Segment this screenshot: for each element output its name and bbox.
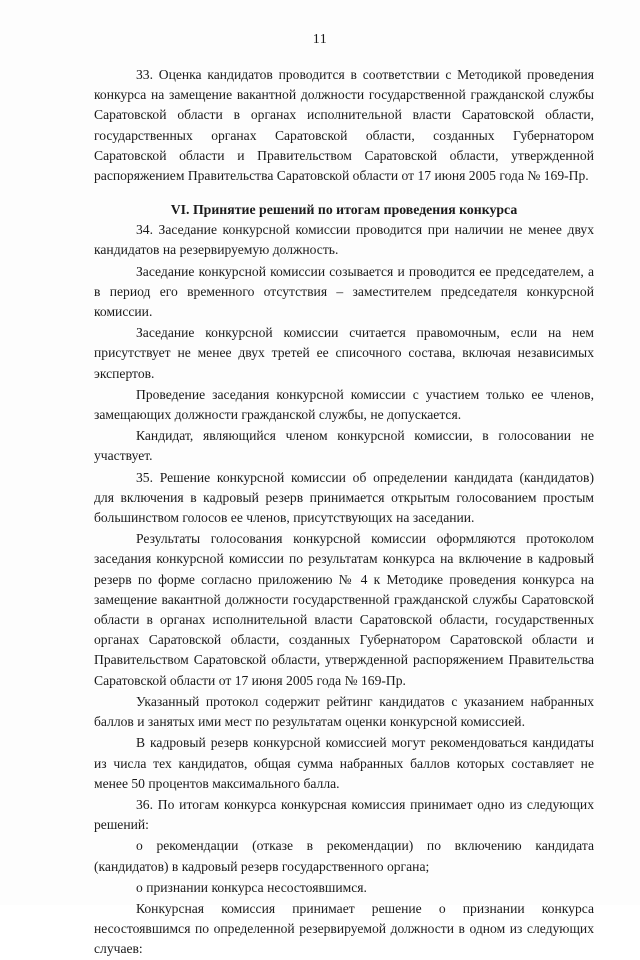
paragraph: Заседание конкурсной комиссии считается правомочным, если на нем присутствует не менее двух третей ее списочного состава, включая независимых экспертов. <box>94 325 594 381</box>
paragraph: Проведение заседания конкурсной комиссии с участием только ее членов, замещающих должности гражданской службы, не допускается. <box>94 386 594 423</box>
paragraph-36: 36. По итогам конкурса конкурсная комиссия принимает одно из следующих решений: <box>94 796 594 833</box>
paragraph-33: 33. Оценка кандидатов проводится в соответствии с Методикой проведения конкурса на замещение вакантной должности государственной гражданской службы Саратовской области в органах исполнительной власти Саратовской области, государственных органах Саратовской области, созданных Губернатором Саратовской области и Правительством Саратовской области, утвержденной распоряжением Правительства Саратовской области от 17 июня 2005 года № 169-Пр. <box>94 67 594 184</box>
paragraph: Указанный протокол содержит рейтинг кандидатов с указанием набранных баллов и занятых ими мест по результатам оценки конкурсной комиссией. <box>94 693 594 730</box>
section-heading: VI. Принятие решений по итогам проведения конкурса <box>170 202 518 218</box>
list-item: о признании конкурса несостоявшимся. <box>136 879 367 895</box>
paragraph: В кадровый резерв конкурсной комиссией могут рекомендоваться кандидаты из числа тех кандидатов, общая сумма набранных баллов которых составляет не менее 50 процентов максимального балла. <box>94 735 594 791</box>
page-number: 11 <box>312 32 328 47</box>
list-item: о рекомендации (отказе в рекомендации) по включению кандидата (кандидатов) в кадровый резерв государственного органа; <box>94 838 594 874</box>
paragraph-35: 35. Решение конкурсной комиссии об определении кандидата (кандидатов) для включения в кадровый резерв принимается открытым голосованием простым большинством голосов ее членов, присутствующих на заседании. <box>94 469 594 526</box>
paragraph-34: 34. Заседание конкурсной комиссии проводится при наличии не менее двух кандидатов на резервируемую должность. <box>94 222 594 258</box>
paragraph: Заседание конкурсной комиссии созывается и проводится ее председателем, а в период его временного отсутствия – заместителем председателя конкурсной комиссии. <box>94 263 594 320</box>
paragraph: Конкурсная комиссия принимает решение о признании конкурса несостоявшимся по определенной резервируемой должности в одном из следующих случаев: <box>94 900 594 957</box>
document-body <box>94 65 594 960</box>
paragraph: Кандидат, являющийся членом конкурсной комиссии, в голосовании не участвует. <box>94 428 594 464</box>
paragraph: Результаты голосования конкурсной комиссии оформляются протоколом заседания конкурсной комиссии по результатам конкурса на включение в кадровый резерв по форме согласно приложению № 4 к Методике проведения конкурса на замещение вакантной должности государственной гражданской службы Саратовской области в органах исполнительной власти Саратовской области, государственных органах Саратовской области, созданных Губернатором Саратовской области и Правительством Саратовской области, утвержденной распоряжением Правительства Саратовской области от 17 июня 2005 года № 169-Пр. <box>94 531 594 688</box>
